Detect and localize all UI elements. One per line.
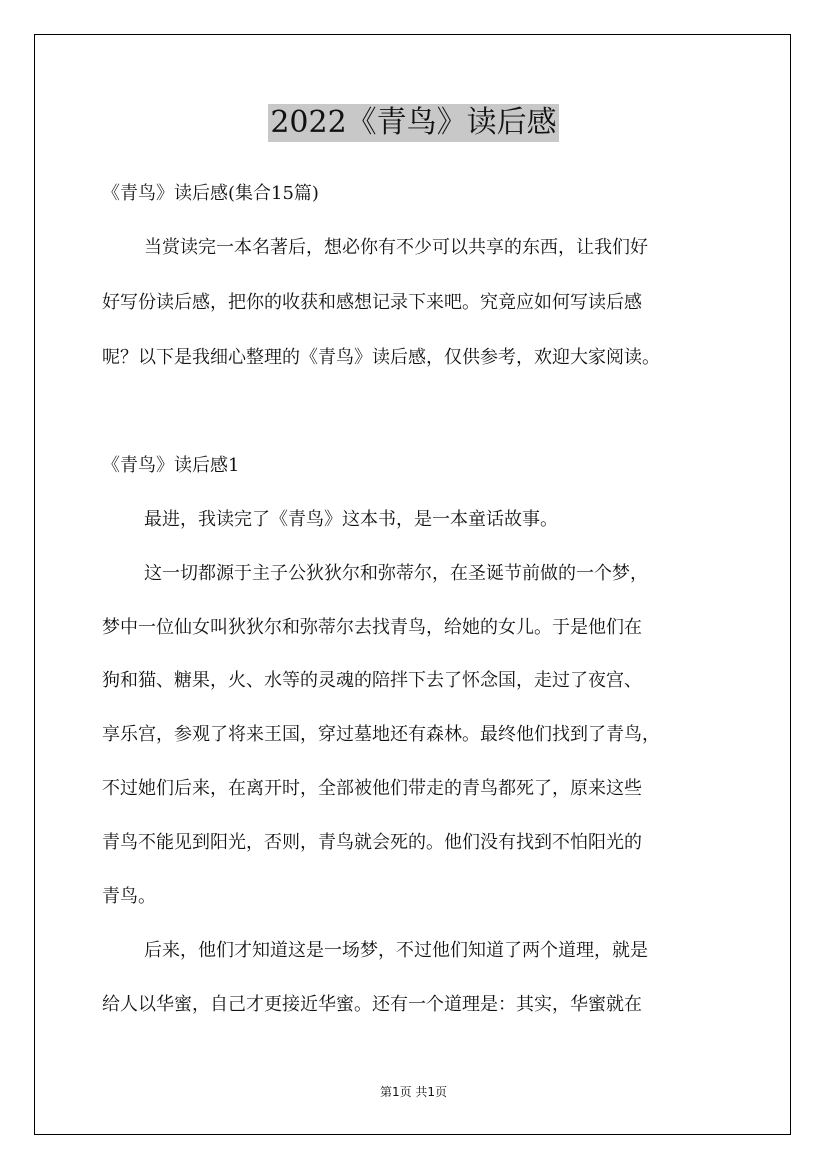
section-heading: 《青鸟》读后感1 <box>102 455 240 476</box>
body-line: 最进，我读完了《青鸟》这本书，是一本童话故事。 <box>144 509 558 530</box>
body-line: 青鸟。 <box>102 886 156 907</box>
body-line: 享乐宫，参观了将来王国，穿过墓地还有森林。最终他们找到了青鸟， <box>102 724 660 745</box>
page-footer: 第1页 共1页 <box>379 1085 448 1099</box>
body-line: 狗和猫、糖果，火、水等的灵魂的陪拌下去了怀念国，走过了夜宫、 <box>102 670 642 691</box>
intro-line: 当赏读完一本名著后，想必你有不少可以共享的东西，让我们好 <box>144 237 648 258</box>
document-title: 2022《青鸟》读后感 <box>270 105 557 140</box>
document-title-wrap <box>0 104 827 142</box>
body-line: 青鸟不能见到阳光，否则，青鸟就会死的。他们没有找到不怕阳光的 <box>102 832 642 853</box>
body-line: 给人以华蜜，自己才更接近华蜜。还有一个道理是：其实，华蜜就在 <box>102 994 642 1015</box>
body-line: 不过她们后来，在离开时，全部被他们带走的青鸟都死了，原来这些 <box>102 778 642 799</box>
intro-line: 好写份读后感，把你的收获和感想记录下来吧。究竟应如何写读后感 <box>102 292 642 313</box>
intro-line: 呢？以下是我细心整理的《青鸟》读后感，仅供参考，欢迎大家阅读。 <box>102 347 660 368</box>
body-line: 梦中一位仙女叫狄狄尔和弥蒂尔去找青鸟，给她的女儿。于是他们在 <box>102 617 642 638</box>
body-line: 这一切都源于主子公狄狄尔和弥蒂尔，在圣诞节前做的一个梦， <box>144 563 648 584</box>
body-line: 后来，他们才知道这是一场梦，不过他们知道了两个道理，就是 <box>144 940 648 961</box>
subtitle: 《青鸟》读后感(集合15篇) <box>102 183 319 204</box>
